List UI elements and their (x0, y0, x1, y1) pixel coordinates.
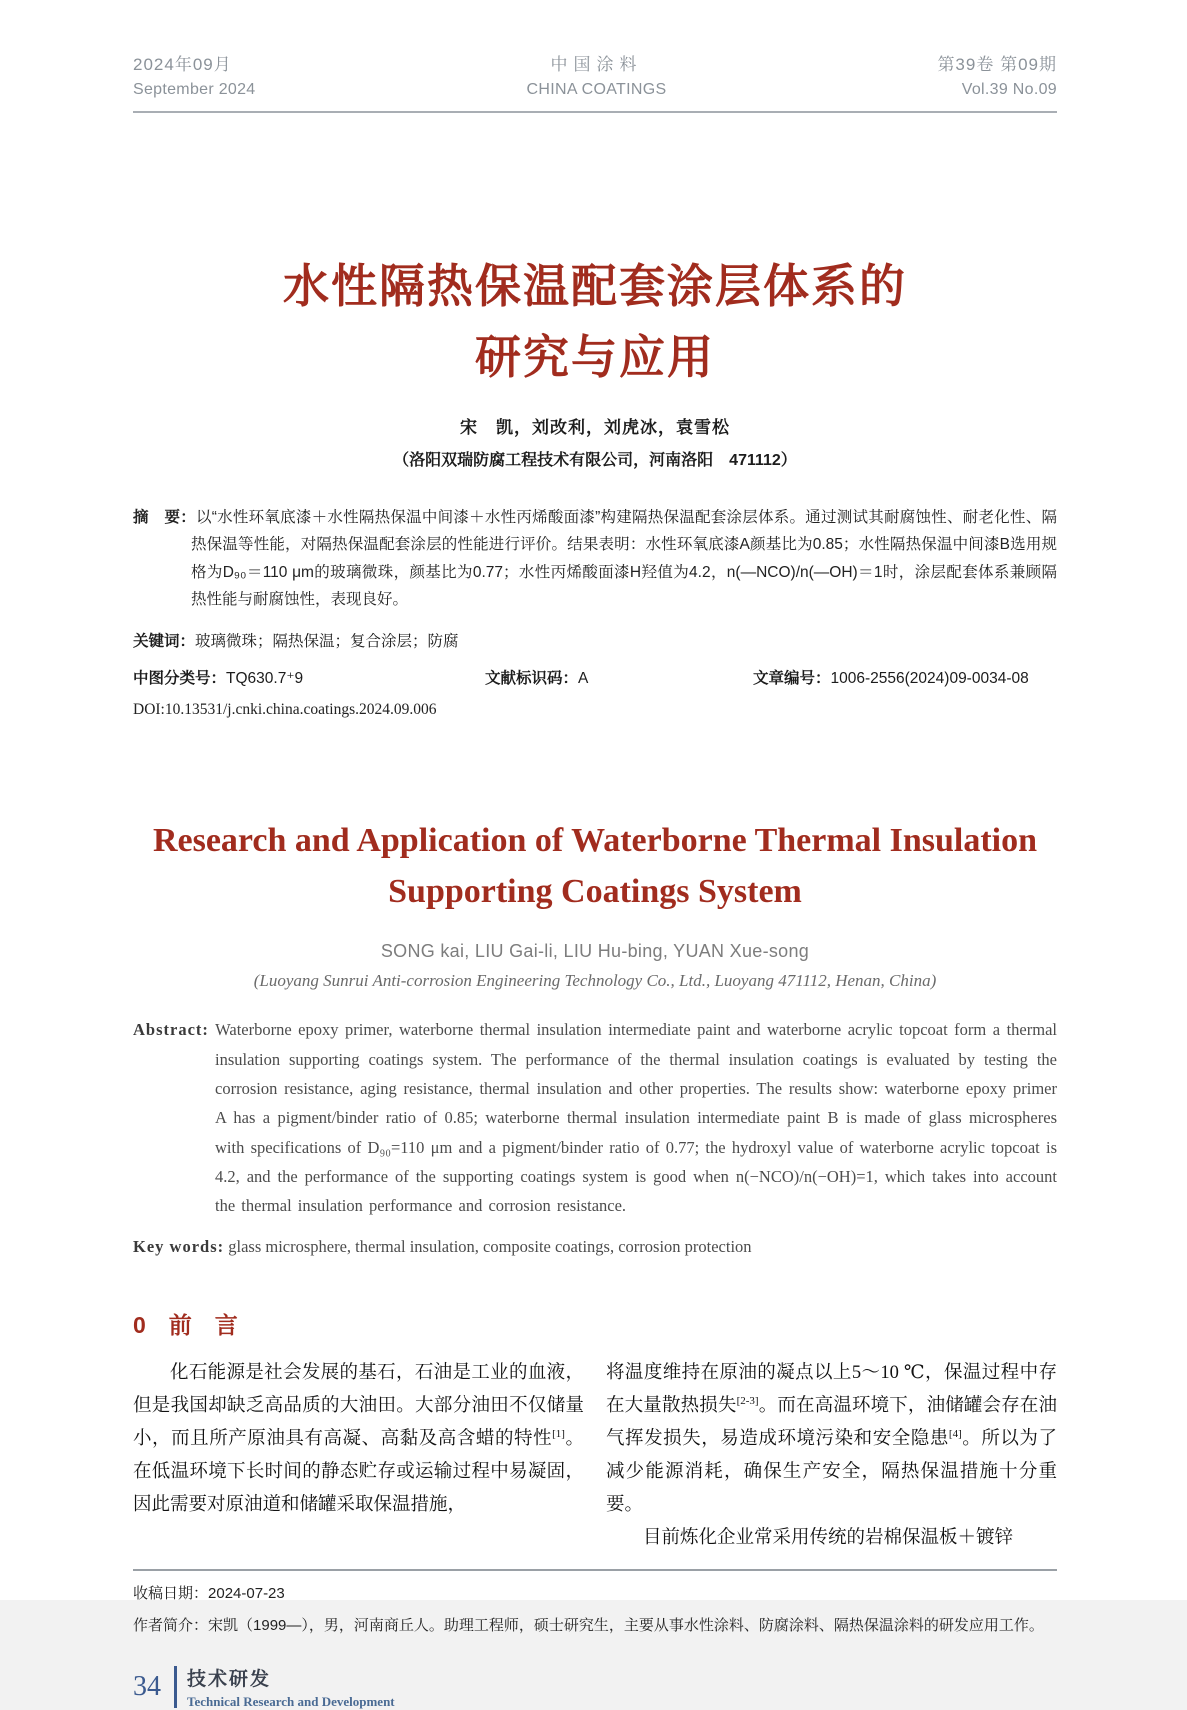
clc-label: 中图分类号： (133, 670, 227, 688)
keywords-cn-text: 玻璃微珠；隔热保温；复合涂层；防腐 (195, 632, 459, 650)
body-column-right (606, 1357, 1057, 1555)
issue-en: Vol.39 No.09 (961, 81, 1057, 99)
page-number: 34 (133, 1671, 161, 1703)
keywords-cn-label: 关键词： (133, 632, 196, 650)
article-title-cn-line2: 研究与应用 (475, 330, 715, 383)
affiliation-en: (Luoyang Sunrui Anti-corrosion Engineering Technology Co., Ltd., Luoyang 471112, Henan, China) (253, 971, 937, 991)
keywords-en (133, 1237, 1057, 1257)
received-date-label: 收稿日期： (133, 1585, 209, 1603)
body-columns (133, 1357, 1057, 1555)
article-title-cn (133, 251, 1057, 394)
received-date-value: 2024-07-23 (208, 1585, 285, 1603)
keywords-cn (133, 629, 1057, 651)
clc-number (133, 666, 485, 688)
authors-en: SONG kai, LIU Gai-li, LIU Hu-bing, YUAN Xue-song (380, 941, 810, 962)
journal-name-en: CHINA COATINGS (526, 81, 667, 99)
keywords-en-label: Key words: (133, 1237, 225, 1257)
article-id-value: 1006-2556(2024)09-0034-08 (830, 670, 1029, 688)
author-bio-text: 宋凯（1999—），男，河南商丘人。助理工程师，硕士研究生，主要从事水性涂料、防腐涂料、隔热保温涂料的研发应用工作。 (208, 1617, 1044, 1635)
footer-section-cn: 技术研发 (187, 1669, 272, 1691)
article-title-en-line1: Research and Application of Waterborne Thermal Insulation (152, 822, 1038, 860)
author-bio (133, 1614, 1057, 1638)
issue-cn: 第39卷 第09期 (937, 55, 1057, 74)
running-head (133, 52, 1057, 113)
intro-paragraph-2: 目前炼化企业常采用传统的岩棉保温板＋镀锌 (643, 1528, 1014, 1549)
date-en: September 2024 (133, 81, 256, 99)
document-code (485, 666, 753, 688)
abstract-en (133, 1015, 1057, 1221)
article-title-cn-line1: 水性隔热保温配套涂层体系的 (283, 259, 907, 312)
document-code-label: 文献标识码： (485, 670, 579, 688)
running-head-issue (937, 52, 1057, 102)
running-head-journal (527, 52, 667, 102)
article-id (753, 666, 1057, 688)
author-bio-label: 作者简介： (133, 1617, 209, 1635)
page-footer (133, 1664, 1057, 1710)
affiliation-cn: （洛阳双瑞防腐工程技术有限公司，河南洛阳 471112） (393, 452, 797, 470)
abstract-cn-label: 摘 要： (133, 509, 196, 527)
doi: DOI:10.13531/j.cnki.china.coatings.2024.09.006 (133, 701, 437, 719)
footer-section (187, 1664, 395, 1710)
abstract-en-label: Abstract: (133, 1020, 209, 1040)
article-id-label: 文章编号： (753, 670, 831, 688)
section-heading-introduction: 0 前 言 (133, 1312, 238, 1339)
clc-value: TQ630.7⁺9 (226, 670, 304, 688)
journal-name-cn: 中国涂料 (550, 55, 643, 74)
article-meta-row (133, 666, 1057, 688)
footer-divider-bar (174, 1666, 177, 1708)
intro-paragraph-1-right: 将温度维持在原油的凝点以上5～10 ℃，保温过程中存在大量散热损失[2-3]。而在高温环境下，油储罐会存在油气挥发损失，易造成环境污染和安全隐患[4]。所以为了减少能源消耗，确保生产安全，隔热保温措施十分重要。 (606, 1363, 1057, 1516)
abstract-cn-text: 以“水性环氧底漆＋水性隔热保温中间漆＋水性丙烯酸面漆”构建隔热保温配套涂层体系。通过测试其耐腐蚀性、耐老化性、隔热保温等性能，对隔热保温配套涂层的性能进行评价。结果表明：水性环氧底漆A颜基比为0.85；水性隔热保温中间漆B选用规格为D₉₀＝110 μm的玻璃微珠，颜基比为0.77；水性丙烯酸面漆H羟值为4.2，n(—NCO)/n(—OH)＝1时，涂层配套体系兼顾隔热性能与耐腐蚀性，表现良好。 (191, 509, 1057, 608)
abstract-cn (133, 504, 1057, 613)
date-cn: 2024年09月 (133, 55, 232, 74)
keywords-en-text: glass microsphere, thermal insulation, composite coatings, corrosion protection (228, 1237, 752, 1257)
document-code-value: A (578, 670, 589, 688)
body-column-left (133, 1357, 584, 1555)
authors-cn: 宋 凯，刘改利，刘虎冰，袁雪松 (460, 418, 730, 438)
footer-section-en: Technical Research and Development (187, 1694, 395, 1710)
abstract-en-text: Waterborne epoxy primer, waterborne thermal insulation intermediate paint and waterborne acrylic topcoat form a thermal insulation supporting coatings system. The performance of the thermal insulation coatings is evaluated by testing the corrosion resistance, aging resistance, thermal insulation and other properties. The results show: waterborne epoxy primer A has a pigment/binder ratio of 0.85; waterborne thermal insulation intermediate paint B is made of glass microspheres with specifications of D₉₀=110 μm and a pigment/binder ratio of 0.77; the hydroxyl value of waterborne acrylic topcoat is 4.2, and the performance of the supporting coatings system is good when n(−NCO)/n(−OH)=1, which takes into account the thermal insulation performance and corrosion resistance. (215, 1020, 1057, 1216)
intro-paragraph-1-left: 化石能源是社会发展的基石，石油是工业的血液，但是我国却缺乏高品质的大油田。大部分油田不仅储量小，而且所产原油具有高凝、高黏及高含蜡的特性[1]。在低温环境下长时间的静态贮存或运输过程中易凝固，因此需要对原油道和储罐采取保温措施， (133, 1363, 584, 1516)
received-date (133, 1582, 1057, 1606)
running-head-date (133, 52, 256, 102)
first-page-footnote (133, 1569, 1057, 1638)
article-title-en-line2: Supporting Coatings System (388, 873, 802, 911)
article-title-en (133, 815, 1057, 917)
